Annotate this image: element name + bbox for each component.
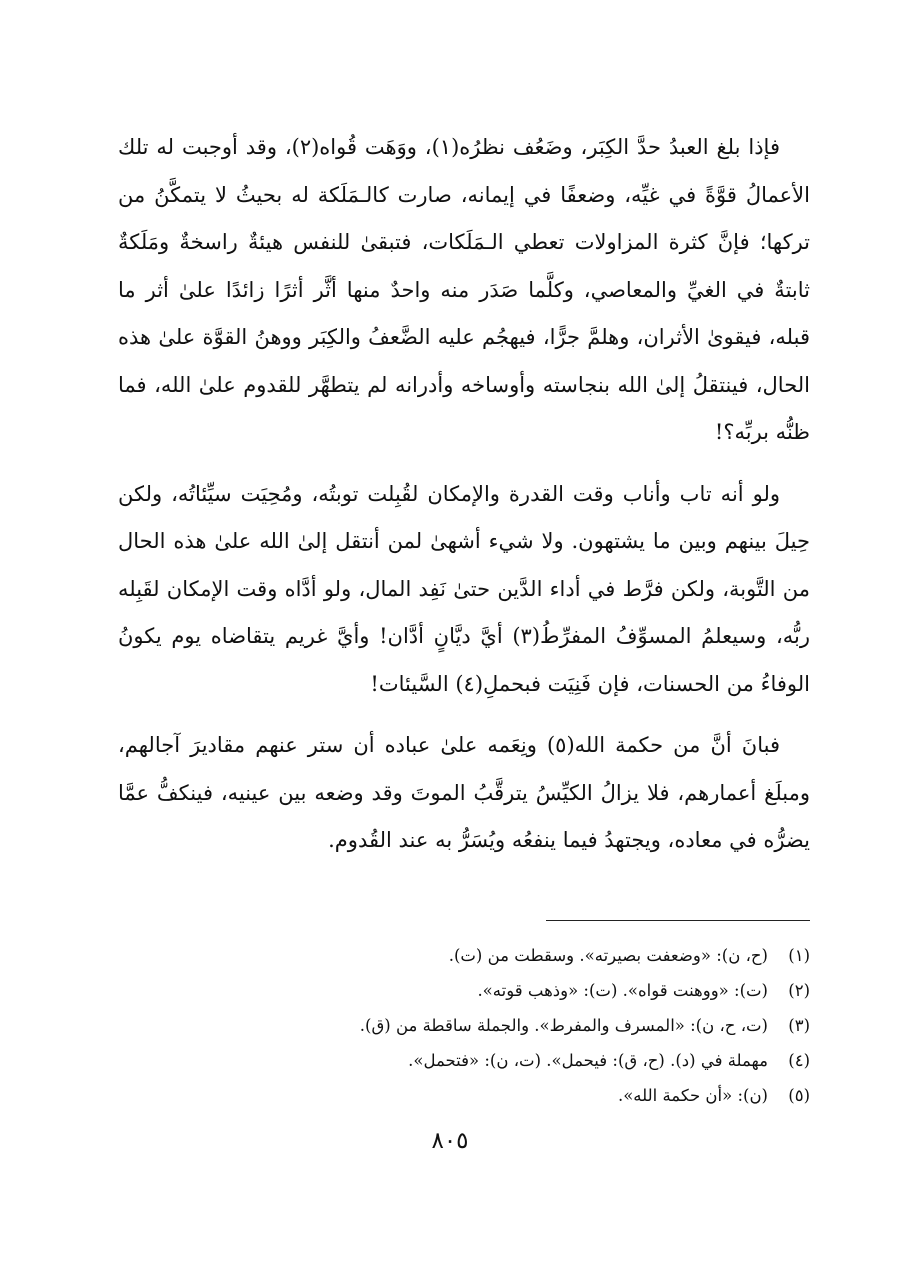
footnote-text: (ت): «ووهنت قواه». (ت): «وذهب قوته». [477, 981, 768, 1000]
paragraph-3: فبانَ أنَّ من حكمة الله(٥) ونِعَمه علىٰ عباده أن ستر عنهم مقاديرَ آجالهم، ومبلَغ أعمارهم، فلا يزالُ الكيِّسُ يترقَّبُ الموتَ وقد وضعه بين عينيه، فينكفُّ عمَّا يضرُّه في معاده، ويجتهدُ فيما ينفعُه ويُسَرُّ به عند القُدوم. [118, 733, 810, 852]
footnote-divider [546, 920, 810, 921]
footnote-text: (ح، ن): «وضعفت بصيرته». وسقطت من (ت). [448, 946, 768, 965]
paragraph-1: فإذا بلغ العبدُ حدَّ الكِبَر، وضَعُف نظرُه(١)، ووَهَت قُواه(٢)، وقد أوجبت له تلك الأعمالُ قوَّةً في غيِّه، وضعفًا في إيمانه، صارت كالـمَلَكة له بحيثُ لا يتمكَّنُ من تركها؛ فإنَّ كثرة المزاولات تعطي الـمَلَكات، فتبقىٰ للنفس هيئةٌ راسخةٌ ومَلَكةٌ ثابتةٌ في الغيِّ والمعاصي، وكلَّما صَدَر منه واحدٌ منها أثَّر أثرًا زائدًا علىٰ أثر ما قبله، فيقوىٰ الأثران، وهلمَّ جرًّا، فيهجُم عليه الضَّعفُ والكِبَر ووهنُ القوَّة علىٰ هذه الحال، فينتقلُ إلىٰ الله بنجاسته وأوساخه وأدرانه لم يتطهَّر للقدوم علىٰ الله، فما ظنُّه بربِّه؟! [118, 135, 810, 444]
footnote-text: (ن): «أن حكمة الله». [617, 1086, 768, 1105]
paragraph-2: ولو أنه تاب وأناب وقت القدرة والإمكان لقُبِلت توبتُه، ومُحِيَت سيِّئاتُه، ولكن حِيلَ بينهم وبين ما يشتهون. ولا شيء أشهىٰ لمن أنتقل إلىٰ الله علىٰ هذه الحال من التَّوبة، ولكن فرَّط في أداء الدَّين حتىٰ نَفِد المال، ولو أدَّاه وقت الإمكان لقَبِله ربُّه، وسيعلمُ المسوِّفُ المفرِّطُ(٣) أيَّ ديَّانٍ أدَّان! وأيَّ غريم يتقاضاه يوم يكونُ الوفاءُ من الحسنات، فإن فَنِيَت فبحملِ(٤) السَّيئات! [118, 481, 810, 696]
footnote-item [118, 1078, 810, 1113]
footnote-number: (١) [788, 946, 810, 965]
footnote-text: (ت، ح، ن): «المسرف والمفرط». والجملة ساقطة من (ق). [359, 1016, 768, 1035]
footnote-number: (٤) [788, 1051, 810, 1070]
footnotes-list [118, 938, 810, 1113]
footnote-item [118, 1008, 810, 1043]
page-number: ٨٠٥ [431, 1128, 469, 1154]
footnote-item [118, 1043, 810, 1078]
footnote-number: (٥) [788, 1086, 810, 1105]
main-text [118, 124, 810, 865]
footnote-item [118, 973, 810, 1008]
footnote-item [118, 938, 810, 973]
footnote-text: مهملة في (د). (ح، ق): فيحمل». (ت، ن): «فتحمل». [408, 1051, 768, 1070]
footnote-number: (٣) [788, 1016, 810, 1035]
footnote-number: (٢) [788, 981, 810, 1000]
